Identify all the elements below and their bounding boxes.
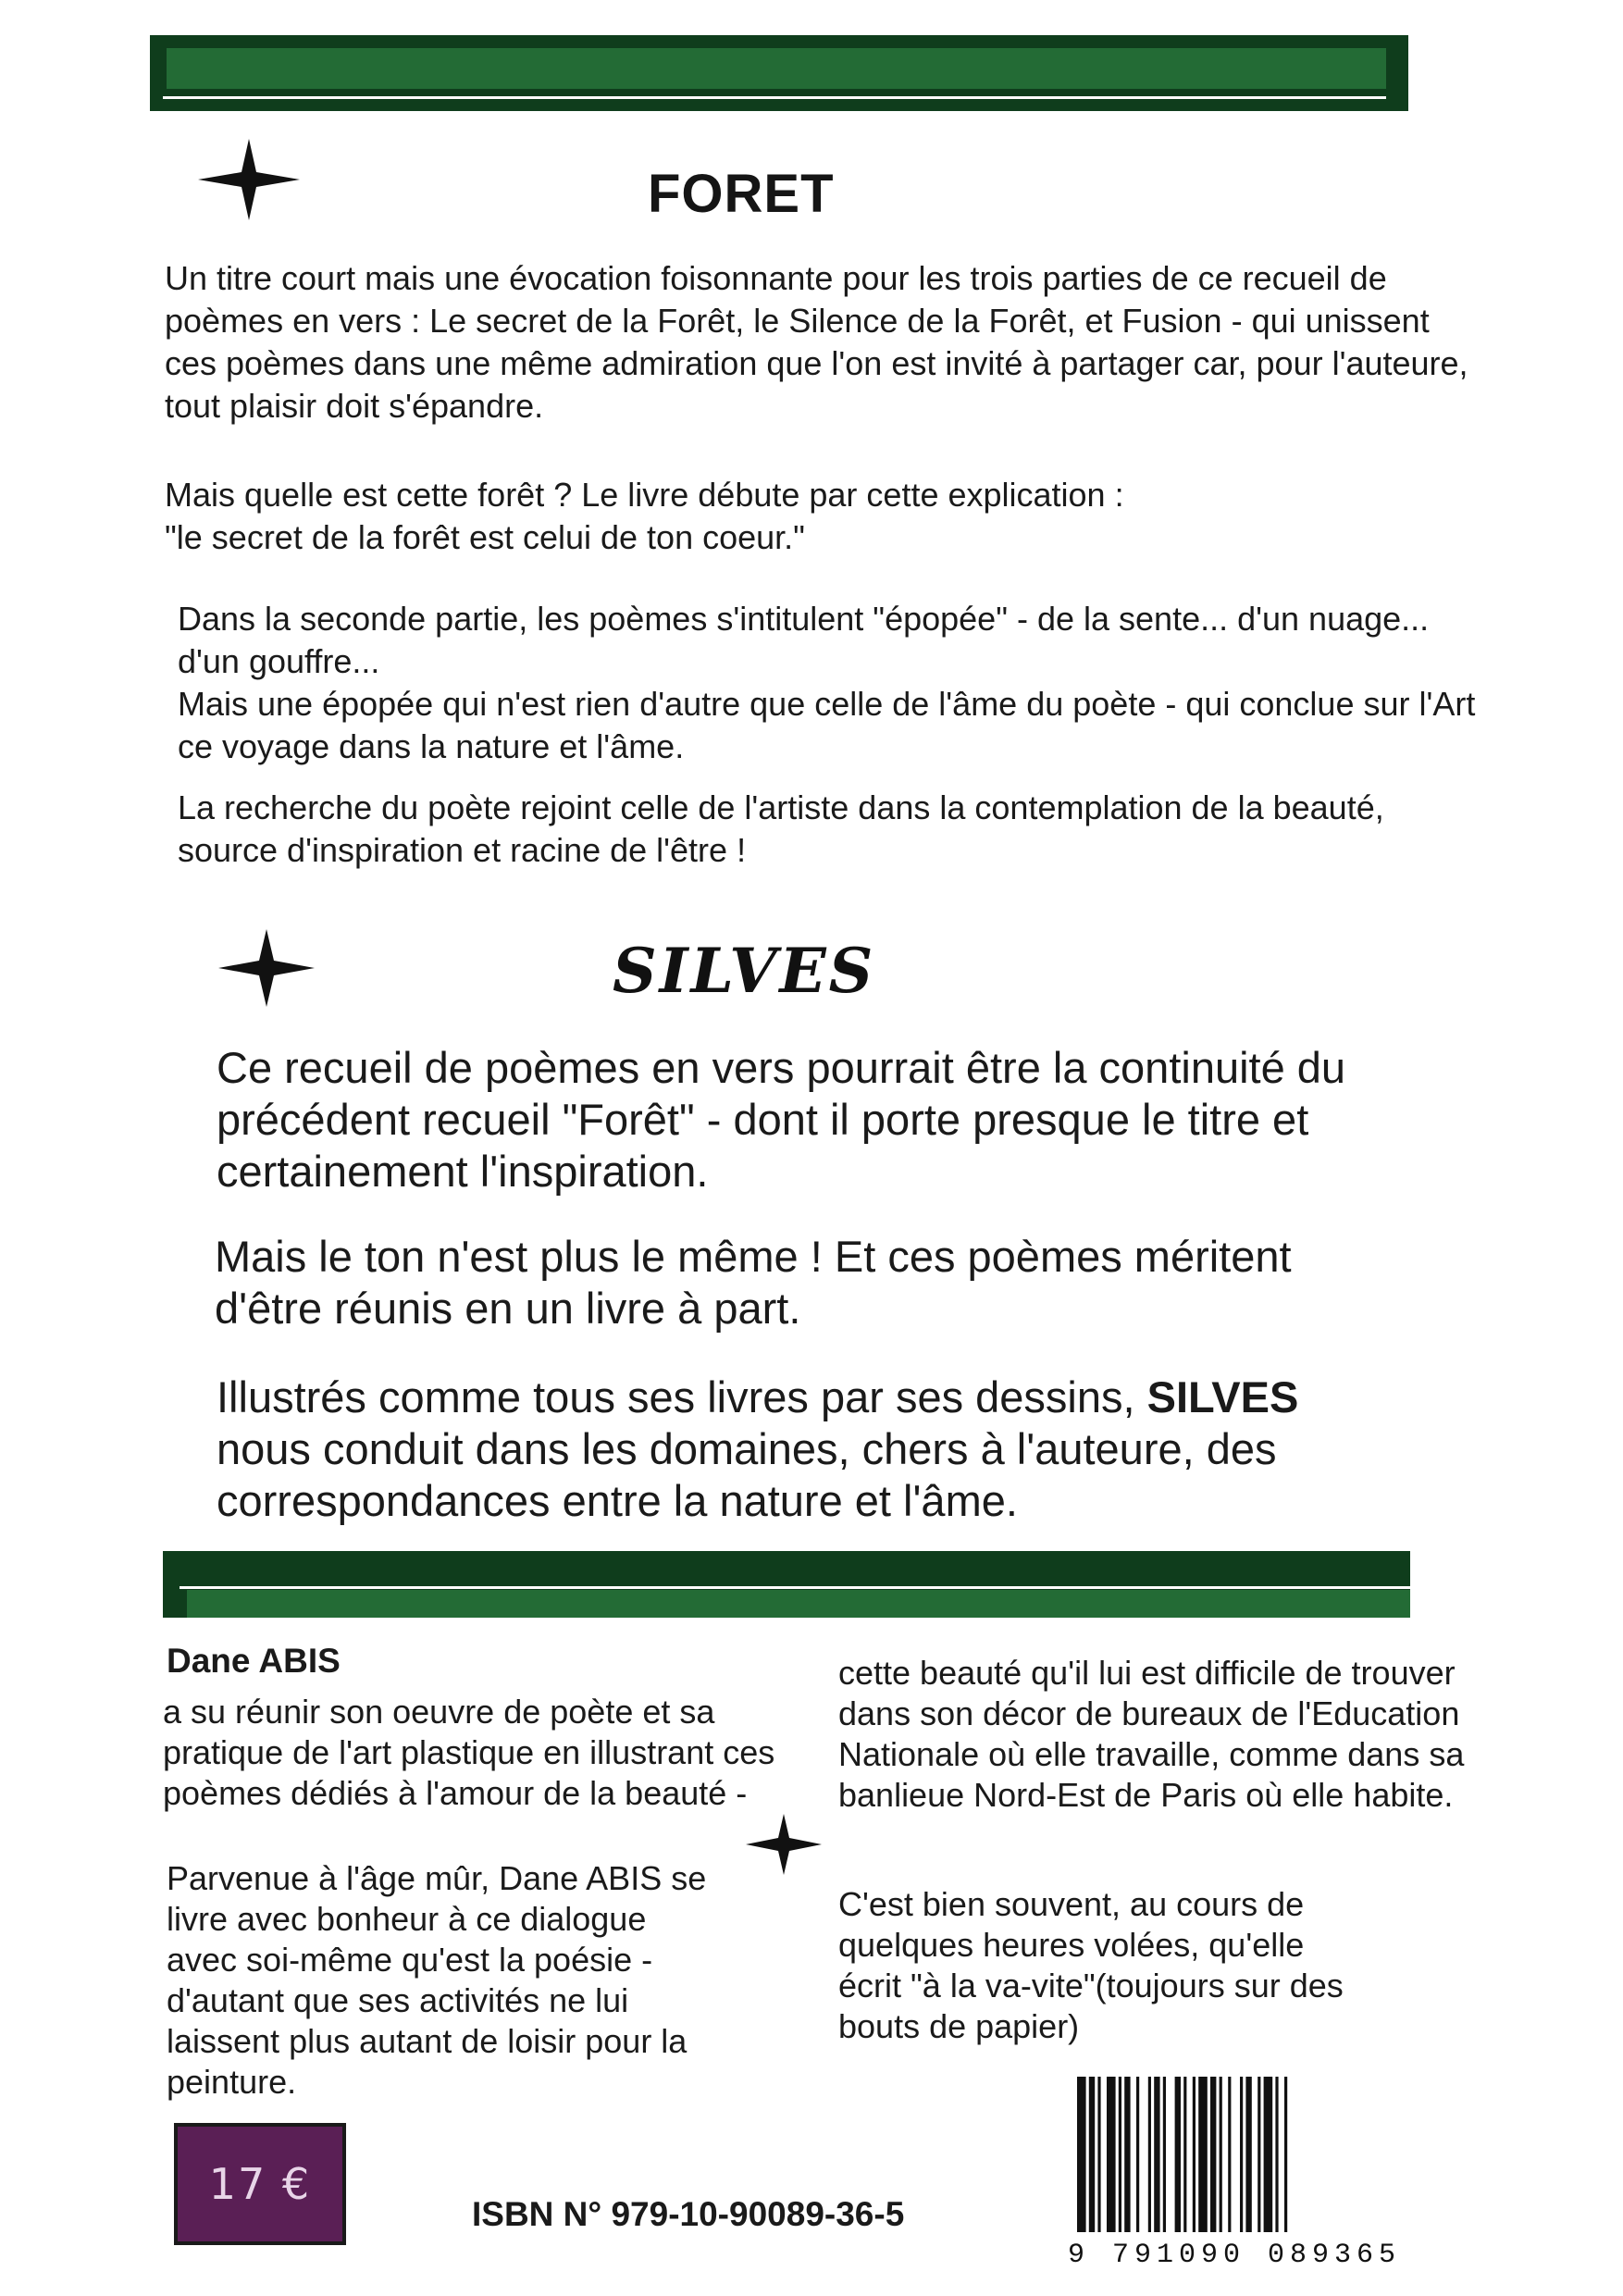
barcode-bar — [1258, 2077, 1260, 2232]
forest-paragraph-2-line-2: "le secret de la forêt est celui de ton coeur." — [165, 518, 805, 556]
author-right-paragraph-1: cette beauté qu'il lui est difficile de trouver dans son décor de bureaux de l'Education Nationale où elle travaille, comme dans sa banlieue Nord-Est de Paris où elle habite. — [838, 1654, 1465, 1814]
star-ornament-icon — [198, 139, 300, 220]
top-banner — [150, 35, 1408, 111]
barcode-digits: 9 791090 089365 — [1067, 2240, 1402, 2267]
forest-paragraph-1: Un titre court mais une évocation foisonnante pour les trois parties de ce recueil de poèmes en vers : Le secret de la Forêt, le Silence de la Forêt, et Fusion - qui unissent ces poèmes dans une même admiration que l'on est invité à partager car, pour l'auteure, tout plaisir doit s'épandre. — [165, 259, 1468, 425]
barcode-bar — [1245, 2077, 1251, 2232]
author-left-paragraph-1: a su réunir son oeuvre de poète et sa pratique de l'art plastique en illustrant ces poèmes dédiés à l'amour de la beauté - — [163, 1693, 775, 1812]
barcode-bar — [1089, 2077, 1095, 2232]
barcode-bar — [1077, 2077, 1086, 2232]
barcode-bar — [1240, 2077, 1243, 2232]
barcode-bar — [1097, 2077, 1100, 2232]
barcode-bar — [1183, 2077, 1186, 2232]
silves-paragraph-3-start: Illustrés comme tous ses livres par ses dessins, — [217, 1372, 1147, 1421]
barcode-bar — [1154, 2077, 1159, 2232]
forest-paragraph-3 — [178, 598, 1492, 768]
price-label: 17 € — [208, 2159, 312, 2209]
barcode-bar — [1210, 2077, 1216, 2232]
price-tag — [174, 2123, 346, 2245]
silves-paragraph-3 — [217, 1371, 1373, 1527]
forest-paragraph-2 — [165, 474, 1479, 559]
author-left-paragraph-2: Parvenue à l'âge mûr, Dane ABIS se livre avec bonheur à ce dialogue avec soi-même qu'est la poésie - d'autant que ses activités ne lui laissent plus autant de loisir pour la peinture. — [167, 1859, 707, 2101]
silves-title: SILVES — [613, 935, 876, 1007]
silves-paragraph-3-bold: SILVES — [1146, 1372, 1299, 1421]
barcode — [1059, 2073, 1410, 2267]
forest-paragraph-2-line-1: Mais quelle est cette forêt ? Le livre débute par cette explication : — [165, 476, 1124, 514]
barcode-bar — [1264, 2077, 1273, 2232]
isbn-label: ISBN N° 979-10-90089-36-5 — [472, 2195, 905, 2233]
silves-paragraph-1: Ce recueil de poèmes en vers pourrait être la continuité du précédent recueil "Forêt" - dont il porte presque le titre et certainement l'inspiration. — [217, 1043, 1346, 1196]
barcode-bar — [1193, 2077, 1196, 2232]
author-name: Dane ABIS — [167, 1642, 341, 1680]
barcode-bar — [1124, 2077, 1130, 2232]
forest-title: FORET — [648, 164, 835, 224]
barcode-bar — [1198, 2077, 1208, 2232]
barcode-bar — [1163, 2077, 1166, 2232]
star-ornament-icon — [746, 1814, 822, 1875]
silves-paragraph-3-end: nous conduit dans les domaines, chers à l'auteure, des correspondances entre la nature et l'âme. — [217, 1424, 1277, 1525]
author-right-paragraph-2: C'est bien souvent, au cours de quelques heures volées, qu'elle écrit "à la va-vite"(toujours sur des bouts de papier) — [838, 1885, 1344, 2045]
barcode-bar — [1148, 2077, 1151, 2232]
barcode-bar — [1107, 2077, 1116, 2232]
silves-paragraph-2: Mais le ton n'est plus le même ! Et ces poèmes méritent d'être réunis en un livre à part. — [215, 1232, 1292, 1333]
barcode-bar — [1228, 2077, 1231, 2232]
barcode-bar — [1136, 2077, 1139, 2232]
barcode-bar — [1275, 2077, 1278, 2232]
barcode-bar — [1220, 2077, 1222, 2232]
forest-paragraph-3-line-1: Dans la seconde partie, les poèmes s'intitulent "épopée" - de la sente... d'un nuage... d'un gouffre... — [178, 600, 1430, 680]
barcode-bar — [1284, 2077, 1287, 2232]
forest-paragraph-4: La recherche du poète rejoint celle de l'artiste dans la contemplation de la beauté, source d'inspiration et racine de l'être ! — [178, 788, 1384, 869]
middle-banner — [163, 1551, 1410, 1618]
barcode-bar — [1175, 2077, 1181, 2232]
forest-paragraph-3-line-2: Mais une épopée qui n'est rien d'autre que celle de l'âme du poète - qui conclue sur l'Art ce voyage dans la nature et l'âme. — [178, 685, 1476, 765]
barcode-bar — [1119, 2077, 1121, 2232]
star-ornament-icon — [218, 929, 315, 1007]
